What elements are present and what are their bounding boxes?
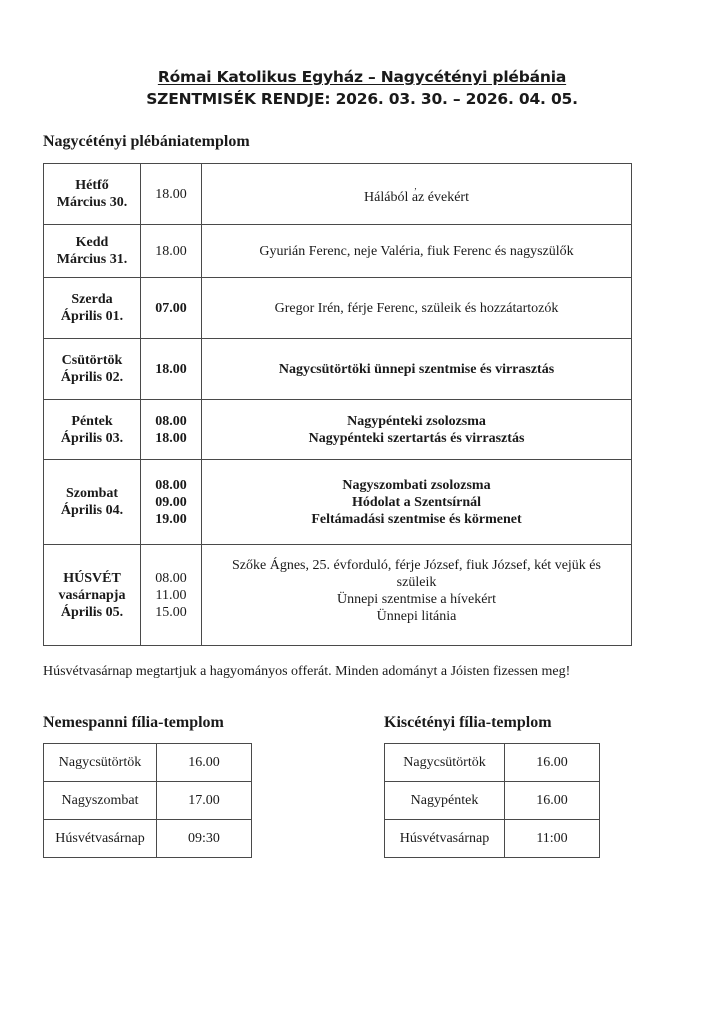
day-name: Péntek [71,413,113,429]
mass-time: 08.00 [155,570,187,586]
day-cell [44,278,141,339]
time-cell: 16.00 [505,782,600,820]
time-cell: 16.00 [157,744,252,782]
table-row [44,225,632,278]
intention-text: Ünnepi litánia [376,609,457,624]
table-row [385,820,600,858]
time-cell [141,278,202,339]
occasion-cell: Nagyszombat [44,782,157,820]
time-cell [141,164,202,225]
stray-mark: , [414,180,417,191]
document-subtitle: SZENTMISÉK RENDJE: 2026. 03. 30. – 2026. 04. 05. [146,90,578,108]
table-row [385,744,600,782]
mass-time: 08.00 [155,413,187,429]
mass-time: 18.00 [155,243,187,259]
day-name: Szerda [71,292,113,307]
intention-cell [202,278,632,339]
intention-cell [202,339,632,400]
intention-cell [202,225,632,278]
day-name: HÚSVÉT [63,570,121,586]
day-cell [44,339,141,400]
intention-text: Szőke Ágnes, 25. évforduló, férje József, fiuk József, két vejük és [232,558,601,573]
mass-time: 07.00 [155,300,187,316]
main-section-title: Nagycétényi plébániatemplom [43,133,250,150]
day-cell [44,400,141,460]
day-cell [44,225,141,278]
intention-text: Nagypénteki szertartás és virrasztás [308,430,525,446]
day-name: Hétfő [75,178,109,193]
intention-cell [202,400,632,460]
intention-text: Nagycsütörtöki ünnepi szentmise és virrasztás [278,361,555,377]
intention-text: Ünnepi szentmise a hívekért [336,592,496,607]
occasion-cell: Húsvétvasárnap [385,820,505,858]
table-row [44,545,632,646]
day-name: Kedd [75,235,109,250]
time-cell [141,339,202,400]
filia-right-table [384,743,600,858]
time-cell [141,400,202,460]
table-row [44,400,632,460]
day-date: Március 30. [56,195,128,210]
table-row [44,782,252,820]
occasion-cell: Nagypéntek [385,782,505,820]
time-cell: 09:30 [157,820,252,858]
table-row [44,164,632,225]
occasion-cell: Nagycsütörtök [44,744,157,782]
intention-text: Gyurián Ferenc, neje Valéria, fiuk Ferenc és nagyszülők [259,243,574,259]
mass-time: 19.00 [155,511,187,527]
intention-cell [202,545,632,646]
day-date: Április 04. [60,503,124,518]
mass-time: 09.00 [155,494,187,510]
intention-text: Feltámadási szentmise és körmenet [311,511,522,527]
day-date: Április 05. [60,604,124,620]
occasion-cell: Húsvétvasárnap [44,820,157,858]
time-cell [141,460,202,545]
day-date: Március 31. [56,252,128,267]
filia-left-table [43,743,252,858]
main-schedule-table [43,163,632,646]
time-cell: 17.00 [157,782,252,820]
intention-text: Hálából az évekért [364,189,469,205]
day-name: Csütörtök [61,353,123,368]
mass-time: 18.00 [155,361,187,377]
day-cell [44,164,141,225]
table-row [44,339,632,400]
day-date: Április 03. [60,430,124,446]
mass-time: 18.00 [155,430,187,446]
filia-right-title: Kiscétényi fília-templom [384,714,552,731]
day-name-2: vasárnapja [58,587,126,603]
filia-left-title: Nemespanni fília-templom [43,714,224,731]
intention-cell [202,460,632,545]
intention-text: szüleik [396,575,437,590]
document-header [0,66,724,110]
table-row [44,278,632,339]
table-row [44,744,252,782]
mass-time: 15.00 [155,604,187,620]
day-cell [44,545,141,646]
table-row [44,820,252,858]
occasion-cell: Nagycsütörtök [385,744,505,782]
time-cell: 11:00 [505,820,600,858]
intention-text: Nagyszombati zsolozsma [342,477,491,493]
intention-text: Nagypénteki zsolozsma [347,413,486,429]
day-name: Szombat [65,486,119,501]
time-cell [141,545,202,646]
mass-time: 11.00 [155,587,187,603]
table-row [44,460,632,545]
document-title: Római Katolikus Egyház – Nagycétényi plébánia [157,68,567,86]
day-date: Április 02. [60,370,124,385]
intention-cell [202,164,632,225]
mass-time: 18.00 [155,186,187,202]
mass-time: 08.00 [155,477,187,493]
offertory-note: Húsvétvasárnap megtartjuk a hagyományos offerát. Minden adományt a Jóisten fizessen meg! [43,664,571,679]
day-date: Április 01. [60,309,124,324]
time-cell [141,225,202,278]
intention-text: Gregor Irén, férje Ferenc, szüleik és hozzátartozók [274,300,559,316]
table-row [385,782,600,820]
day-cell [44,460,141,545]
intention-text: Hódolat a Szentsírnál [351,494,482,510]
time-cell: 16.00 [505,744,600,782]
